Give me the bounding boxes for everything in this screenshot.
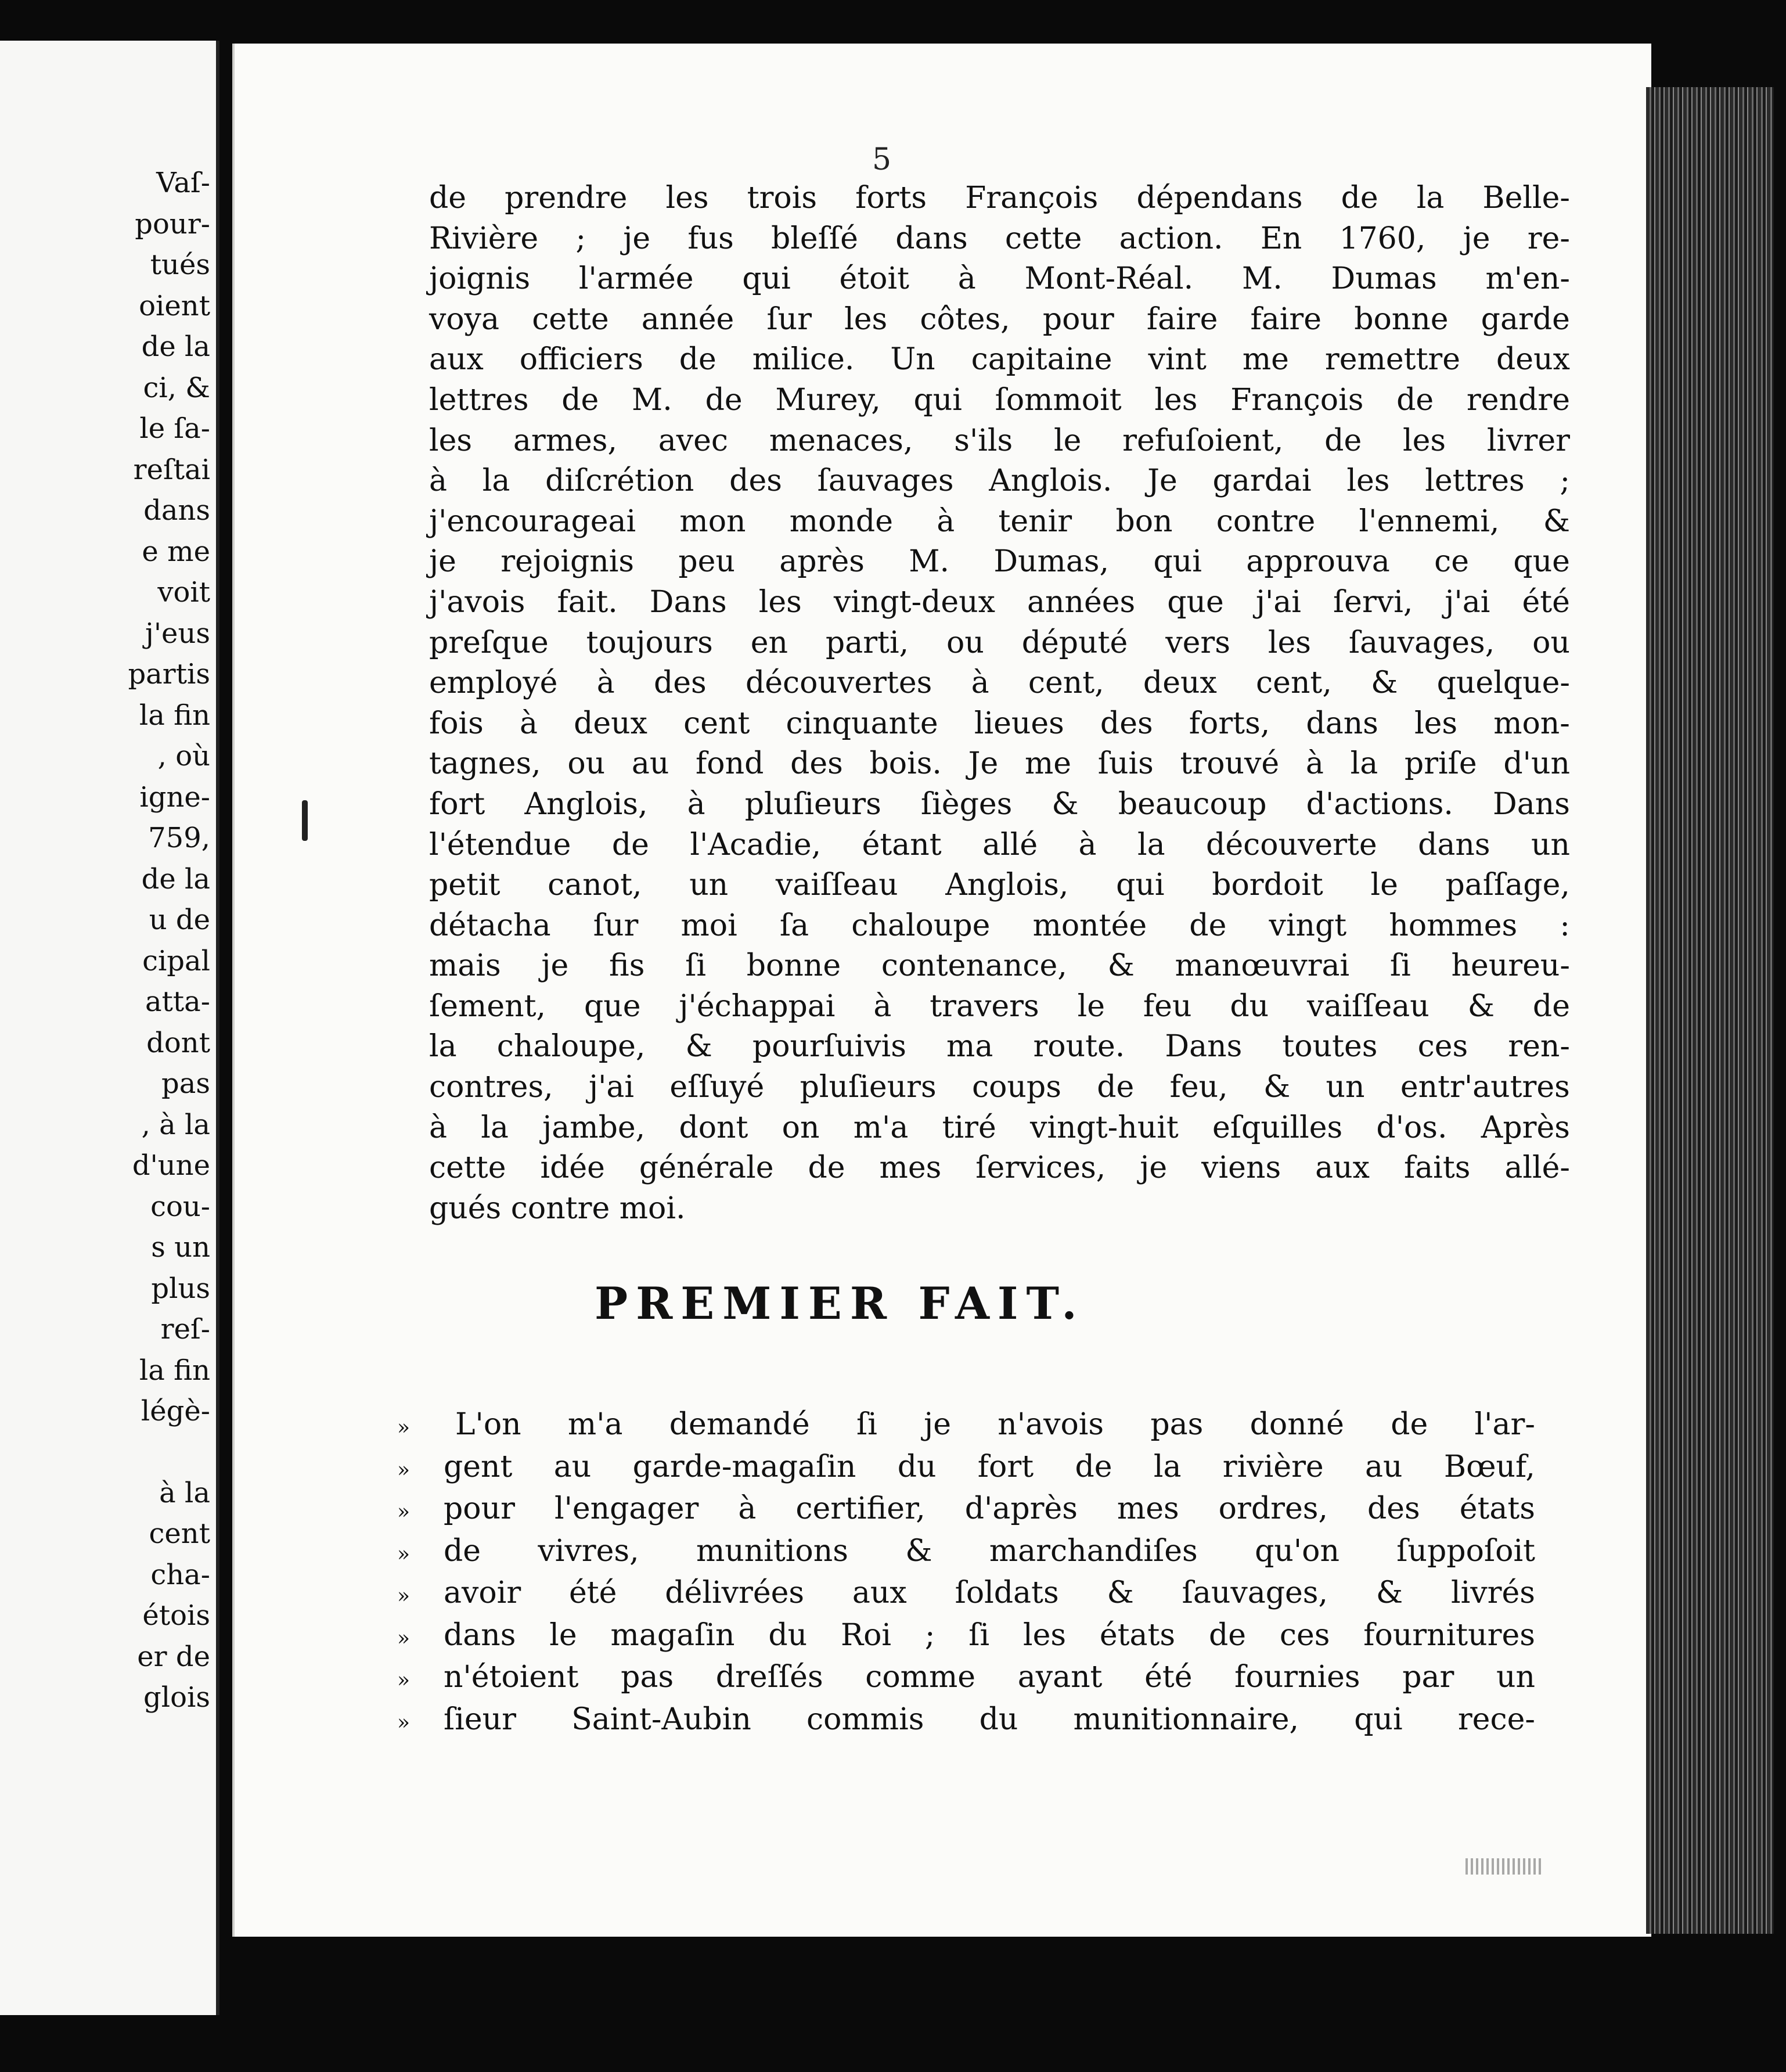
quote-line: [397, 1616, 1535, 1659]
body-line: aux officiers de milice. Un capitaine vint me remettre deux: [429, 342, 1570, 377]
body-line: preſque toujours en parti, ou député vers les ſauvages, ou: [429, 625, 1570, 660]
body-line: l'étendue de l'Acadie, étant allé à la découverte dans un: [429, 827, 1570, 862]
quote-mark: »: [397, 1458, 411, 1482]
ink-smudge: [1465, 1858, 1541, 1875]
body-line: mais je fis ſi bonne contenance, & manœuvrai ſi heureu-: [429, 948, 1570, 984]
body-line: contres, j'ai eſſuyé pluſieurs coups de feu, & un entr'autres: [429, 1070, 1570, 1105]
left-fragment-line: cha-: [150, 1558, 210, 1591]
quote-line-text: pour l'engager à certifier, d'après mes ordres, des états: [444, 1491, 1535, 1526]
body-paragraph: [429, 178, 1570, 1229]
left-fragment-line: reſtai: [133, 453, 210, 486]
left-fragment-line: étois: [142, 1599, 210, 1632]
body-line: détacha ſur moi ſa chaloupe montée de vingt hommes :: [429, 908, 1570, 943]
quote-line: [397, 1405, 1535, 1448]
quote-line: [397, 1448, 1535, 1490]
quote-mark: »: [397, 1500, 411, 1524]
body-line: petit canot, un vaiſſeau Anglois, qui bordoit le paſſage,: [429, 868, 1570, 903]
left-fragment-line: dont: [146, 1026, 210, 1059]
book-page-edges: [1646, 87, 1774, 1934]
document-page: [232, 44, 1651, 1937]
body-line: j'encourageai mon monde à tenir bon contre l'ennemi, &: [429, 503, 1570, 539]
left-fragment-line: u de: [149, 904, 210, 936]
body-line: voya cette année ſur les côtes, pour faire faire bonne garde: [429, 301, 1570, 337]
left-fragment-line: de la: [141, 330, 210, 363]
quote-line-text: de vivres, munitions & marchandiſes qu'on ſuppoſoit: [444, 1533, 1535, 1569]
left-fragment-line: , où: [157, 740, 210, 772]
quote-line: [397, 1700, 1535, 1743]
left-fragment-line: plus: [151, 1272, 210, 1305]
quote-mark: »: [397, 1668, 411, 1692]
quote-mark: »: [397, 1542, 411, 1566]
left-fragment-line: tués: [150, 249, 210, 281]
body-line: de prendre les trois forts François dépendans de la Belle-: [429, 181, 1570, 215]
left-page-text-fragment: [13, 163, 210, 1718]
left-fragment-line: glois: [143, 1681, 210, 1714]
left-fragment-line: pour-: [135, 207, 210, 240]
left-fragment-line: s un: [151, 1231, 210, 1264]
left-fragment-line: cipal: [142, 944, 210, 977]
body-line: j'avois fait. Dans les vingt-deux années que j'ai ſervi, j'ai été: [429, 584, 1570, 620]
left-fragment-line: Vaſ-: [156, 167, 210, 199]
left-fragment-line: ci, &: [143, 371, 210, 404]
left-fragment-line: j'eus: [145, 617, 210, 650]
body-line: tagnes, ou au fond des bois. Je me ſuis trouvé à la priſe d'un: [429, 746, 1570, 782]
left-fragment-line: e me: [142, 535, 210, 568]
left-page: [0, 41, 219, 2015]
body-line: employé à des découvertes à cent, deux cent, & quelque-: [429, 666, 1570, 701]
quote-mark: »: [397, 1584, 411, 1608]
page-number: 5: [872, 142, 892, 177]
body-line: cette idée générale de mes ſervices, je viens aux faits allé-: [429, 1150, 1570, 1186]
quote-line: [397, 1490, 1535, 1532]
left-fragment-line: 759,: [148, 822, 210, 854]
quote-line-text: ſieur Saint-Aubin commis du munitionnaire, qui rece-: [444, 1702, 1535, 1737]
body-line: je rejoignis peu après M. Dumas, qui approuva ce que: [429, 544, 1570, 580]
left-fragment-line: cent: [149, 1517, 210, 1550]
left-fragment-line: oient: [139, 289, 210, 322]
body-line: à la diſcrétion des ſauvages Anglois. Je gardai les lettres ;: [429, 463, 1570, 499]
left-fragment-line: , à la: [141, 1108, 210, 1141]
left-fragment-line: atta-: [145, 985, 210, 1018]
body-line: gués contre moi.: [429, 1190, 686, 1226]
left-fragment-line: pas: [161, 1067, 210, 1100]
left-fragment-line: légè-: [141, 1395, 210, 1427]
body-line: ſement, que j'échappai à travers le feu du vaiſſeau & de: [429, 988, 1570, 1024]
quote-line-text: dans le magaſin du Roi ; ſi les états de ces fournitures: [444, 1617, 1535, 1653]
body-line: les armes, avec menaces, s'ils le refuſoient, de les livrer: [429, 423, 1570, 458]
body-line: Rivière ; je fus bleſſé dans cette action. En 1760, je re-: [429, 221, 1570, 256]
left-fragment-line: voit: [157, 576, 210, 609]
left-fragment-gap: [13, 1432, 210, 1473]
binding-mark: [302, 800, 308, 841]
left-fragment-line: à la: [159, 1476, 210, 1509]
quote-line-text: gent au garde-magaſin du fort de la rivière au Bœuf,: [444, 1449, 1535, 1484]
body-line: à la jambe, dont on m'a tiré vingt-huit eſquilles d'os. Après: [429, 1110, 1570, 1145]
left-fragment-line: cou-: [150, 1190, 210, 1223]
quote-line: [397, 1658, 1535, 1700]
left-fragment-line: reſ-: [160, 1313, 210, 1346]
left-fragment-line: le ſa-: [139, 412, 210, 445]
section-heading: PREMIER FAIT.: [595, 1278, 1085, 1329]
left-fragment-line: de la: [141, 862, 210, 895]
left-fragment-line: d'une: [132, 1149, 210, 1182]
quote-mark: »: [397, 1416, 411, 1440]
body-line: lettres de M. de Murey, qui ſommoit les François de rendre: [429, 382, 1570, 418]
quote-line-text: L'on m'a demandé ſi je n'avois pas donné de l'ar-: [455, 1407, 1535, 1442]
left-fragment-line: la fin: [139, 1354, 210, 1387]
left-fragment-line: partis: [128, 658, 210, 690]
quote-line: [397, 1532, 1535, 1574]
quote-line: [397, 1574, 1535, 1616]
quote-line-text: n'étoient pas dreſſés comme ayant été fournies par un: [444, 1660, 1535, 1695]
quote-mark: »: [397, 1626, 411, 1650]
left-fragment-line: igne-: [139, 780, 210, 814]
quote-mark: »: [397, 1710, 411, 1735]
body-line: la chaloupe, & pourſuivis ma route. Dans toutes ces ren-: [429, 1029, 1570, 1064]
left-fragment-line: dans: [143, 494, 210, 527]
quote-line-text: avoir été délivrées aux ſoldats & ſauvages, & livrés: [444, 1575, 1535, 1610]
body-line: fois à deux cent cinquante lieues des forts, dans les mon-: [429, 706, 1570, 741]
body-line: fort Anglois, à pluſieurs ſièges & beaucoup d'actions. Dans: [429, 786, 1570, 822]
left-fragment-line: er de: [137, 1640, 210, 1673]
quoted-paragraph: [397, 1405, 1535, 1742]
body-line: joignis l'armée qui étoit à Mont-Réal. M. Dumas m'en-: [429, 261, 1570, 297]
left-fragment-line: la fin: [139, 699, 210, 732]
